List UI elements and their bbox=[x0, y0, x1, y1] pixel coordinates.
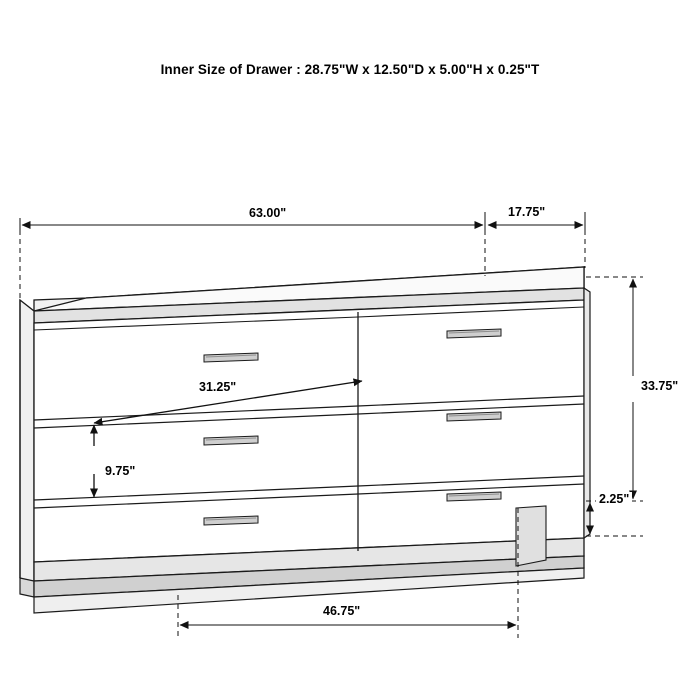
drawer-handle bbox=[204, 436, 258, 445]
dimension-label-depth-top: 17.75" bbox=[505, 205, 548, 219]
cabinet-foot-right bbox=[516, 506, 546, 566]
drawer-handle bbox=[447, 412, 501, 421]
dimension-label-foot-span: 46.75" bbox=[320, 604, 363, 618]
cabinet-left-side-panel bbox=[20, 300, 34, 586]
drawer-handle bbox=[204, 353, 258, 362]
dresser-cabinet bbox=[20, 267, 590, 613]
dimension-label-drawer-height: 9.75" bbox=[102, 464, 138, 478]
dimension-label-base-height: 2.25" bbox=[596, 492, 632, 506]
drawer-handle bbox=[447, 492, 501, 501]
cabinet-base-left-return bbox=[20, 578, 34, 597]
dimension-label-height-overall: 33.75" bbox=[638, 379, 681, 393]
drawer-handle bbox=[204, 516, 258, 525]
page-title: Inner Size of Drawer : 28.75"W x 12.50"D x 5.00"H x 0.25"T bbox=[160, 62, 540, 77]
dimension-label-drawer-width: 31.25" bbox=[196, 380, 239, 394]
dimension-label-width-overall: 63.00" bbox=[246, 206, 289, 220]
drawer-handle bbox=[447, 329, 501, 338]
cabinet-front-face bbox=[34, 300, 584, 562]
